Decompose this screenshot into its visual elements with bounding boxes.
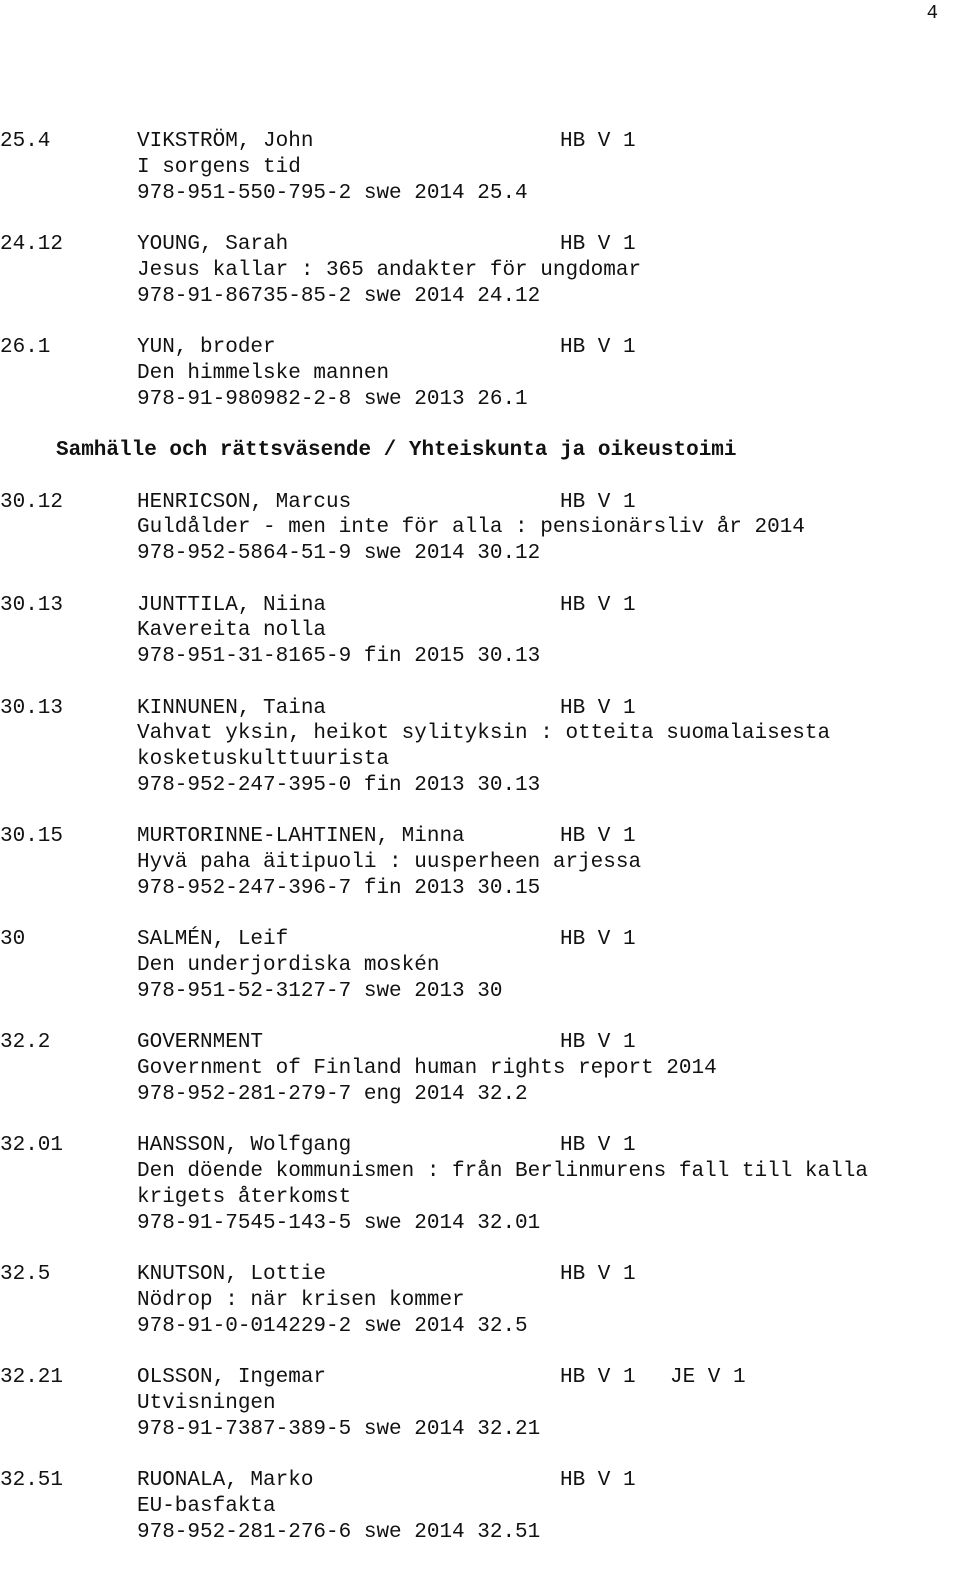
entry-class-number: 30 — [0, 928, 26, 952]
entry-title: Nödrop : när krisen kommer — [137, 1288, 465, 1312]
entry-author: GOVERNMENT — [137, 1031, 264, 1055]
entry-location-secondary: JE V 1 — [670, 1366, 746, 1389]
entry-class-number: 32.21 — [0, 1366, 64, 1389]
entry-author: YUN, broder — [137, 336, 276, 359]
entry-class-number: 30.12 — [0, 490, 64, 514]
entry-title: Guldålder - men inte för alla : pensionärsliv år 2014 — [137, 516, 805, 540]
entry-title: kosketuskulttuurista — [137, 748, 390, 771]
entry-title: Hyvä paha äitipuoli : uusperheen arjessa — [137, 851, 642, 874]
entry-location: HB V 1 — [560, 1134, 636, 1158]
entry-record: 978-951-52-3127-7 swe 2013 30 — [137, 979, 503, 1003]
entry-author: KINNUNEN, Taina — [137, 696, 327, 720]
entry-title: Utvisningen — [137, 1391, 276, 1415]
entry-record: 978-952-281-276-6 swe 2014 32.51 — [137, 1520, 541, 1544]
entry-class-number: 30.13 — [0, 593, 64, 617]
entry-record: 978-91-0-014229-2 swe 2014 32.5 — [137, 1314, 528, 1338]
entry-location: HB V 1 — [560, 490, 636, 514]
entry-title: I sorgens tid — [137, 155, 301, 179]
entry-record: 978-91-7545-143-5 swe 2014 32.01 — [137, 1211, 541, 1235]
entry-title: Kavereita nolla — [137, 619, 327, 643]
entry-title: krigets återkomst — [137, 1185, 352, 1209]
entry-title: Jesus kallar : 365 andakter för ungdomar — [137, 258, 642, 282]
entry-author: HANSSON, Wolfgang — [137, 1134, 352, 1158]
entry-author: HENRICSON, Marcus — [137, 490, 352, 514]
entry-record: 978-91-86735-85-2 swe 2014 24.12 — [137, 284, 541, 308]
entry-author: SALMÉN, Leif — [137, 928, 289, 952]
entry-record: 978-952-247-395-0 fin 2013 30.13 — [137, 773, 541, 797]
entry-title: EU-basfakta — [137, 1494, 276, 1518]
entry-class-number: 25.4 — [0, 130, 51, 153]
entry-location: HB V 1 — [560, 233, 636, 256]
entry-author: VIKSTRÖM, John — [137, 130, 314, 153]
entry-record: 978-952-281-279-7 eng 2014 32.2 — [137, 1082, 528, 1106]
entry-class-number: 32.01 — [0, 1134, 64, 1158]
entry-title: Den döende kommunismen : från Berlinmurens fall till kalla — [137, 1160, 868, 1183]
entry-author: RUONALA, Marko — [137, 1469, 314, 1492]
entry-location: HB V 1 — [560, 928, 636, 952]
entry-class-number: 26.1 — [0, 336, 51, 359]
entry-class-number: 32.51 — [0, 1469, 64, 1492]
entry-class-number: 24.12 — [0, 233, 64, 256]
entry-location: HB V 1 — [560, 130, 636, 153]
entry-class-number: 30.13 — [0, 696, 64, 720]
section-heading: Samhälle och rättsväsende / Yhteiskunta ja oikeustoimi — [56, 439, 737, 462]
entry-location: HB V 1 — [560, 1469, 636, 1492]
entry-location: HB V 1 — [560, 825, 636, 849]
entry-title: Den underjordiska moskén — [137, 954, 440, 977]
entry-location: HB V 1 — [560, 1366, 636, 1389]
entry-location: HB V 1 — [560, 1263, 636, 1286]
entry-author: JUNTTILA, Niina — [137, 593, 327, 617]
entry-record: 978-952-247-396-7 fin 2013 30.15 — [137, 876, 541, 900]
entry-location: HB V 1 — [560, 336, 636, 359]
entry-author: YOUNG, Sarah — [137, 233, 289, 256]
entry-location: HB V 1 — [560, 696, 636, 720]
entry-class-number: 30.15 — [0, 825, 64, 849]
entry-author: KNUTSON, Lottie — [137, 1263, 327, 1286]
entry-class-number: 32.2 — [0, 1031, 51, 1055]
entry-record: 978-91-980982-2-8 swe 2013 26.1 — [137, 387, 528, 411]
entry-title: Government of Finland human rights report 2014 — [137, 1057, 717, 1080]
entry-author: MURTORINNE-LAHTINEN, Minna — [137, 825, 465, 849]
entry-title: Vahvat yksin, heikot sylityksin : otteita suomalaisesta — [137, 722, 831, 746]
entry-title: Den himmelske mannen — [137, 361, 390, 385]
entry-record: 978-951-31-8165-9 fin 2015 30.13 — [137, 645, 541, 668]
entry-author: OLSSON, Ingemar — [137, 1366, 327, 1389]
page-number: 4 — [926, 2, 938, 24]
entry-record: 978-951-550-795-2 swe 2014 25.4 — [137, 181, 528, 205]
entry-record: 978-952-5864-51-9 swe 2014 30.12 — [137, 542, 541, 565]
entry-location: HB V 1 — [560, 1031, 636, 1055]
entry-class-number: 32.5 — [0, 1263, 51, 1286]
entry-location: HB V 1 — [560, 593, 636, 617]
entry-record: 978-91-7387-389-5 swe 2014 32.21 — [137, 1417, 541, 1441]
